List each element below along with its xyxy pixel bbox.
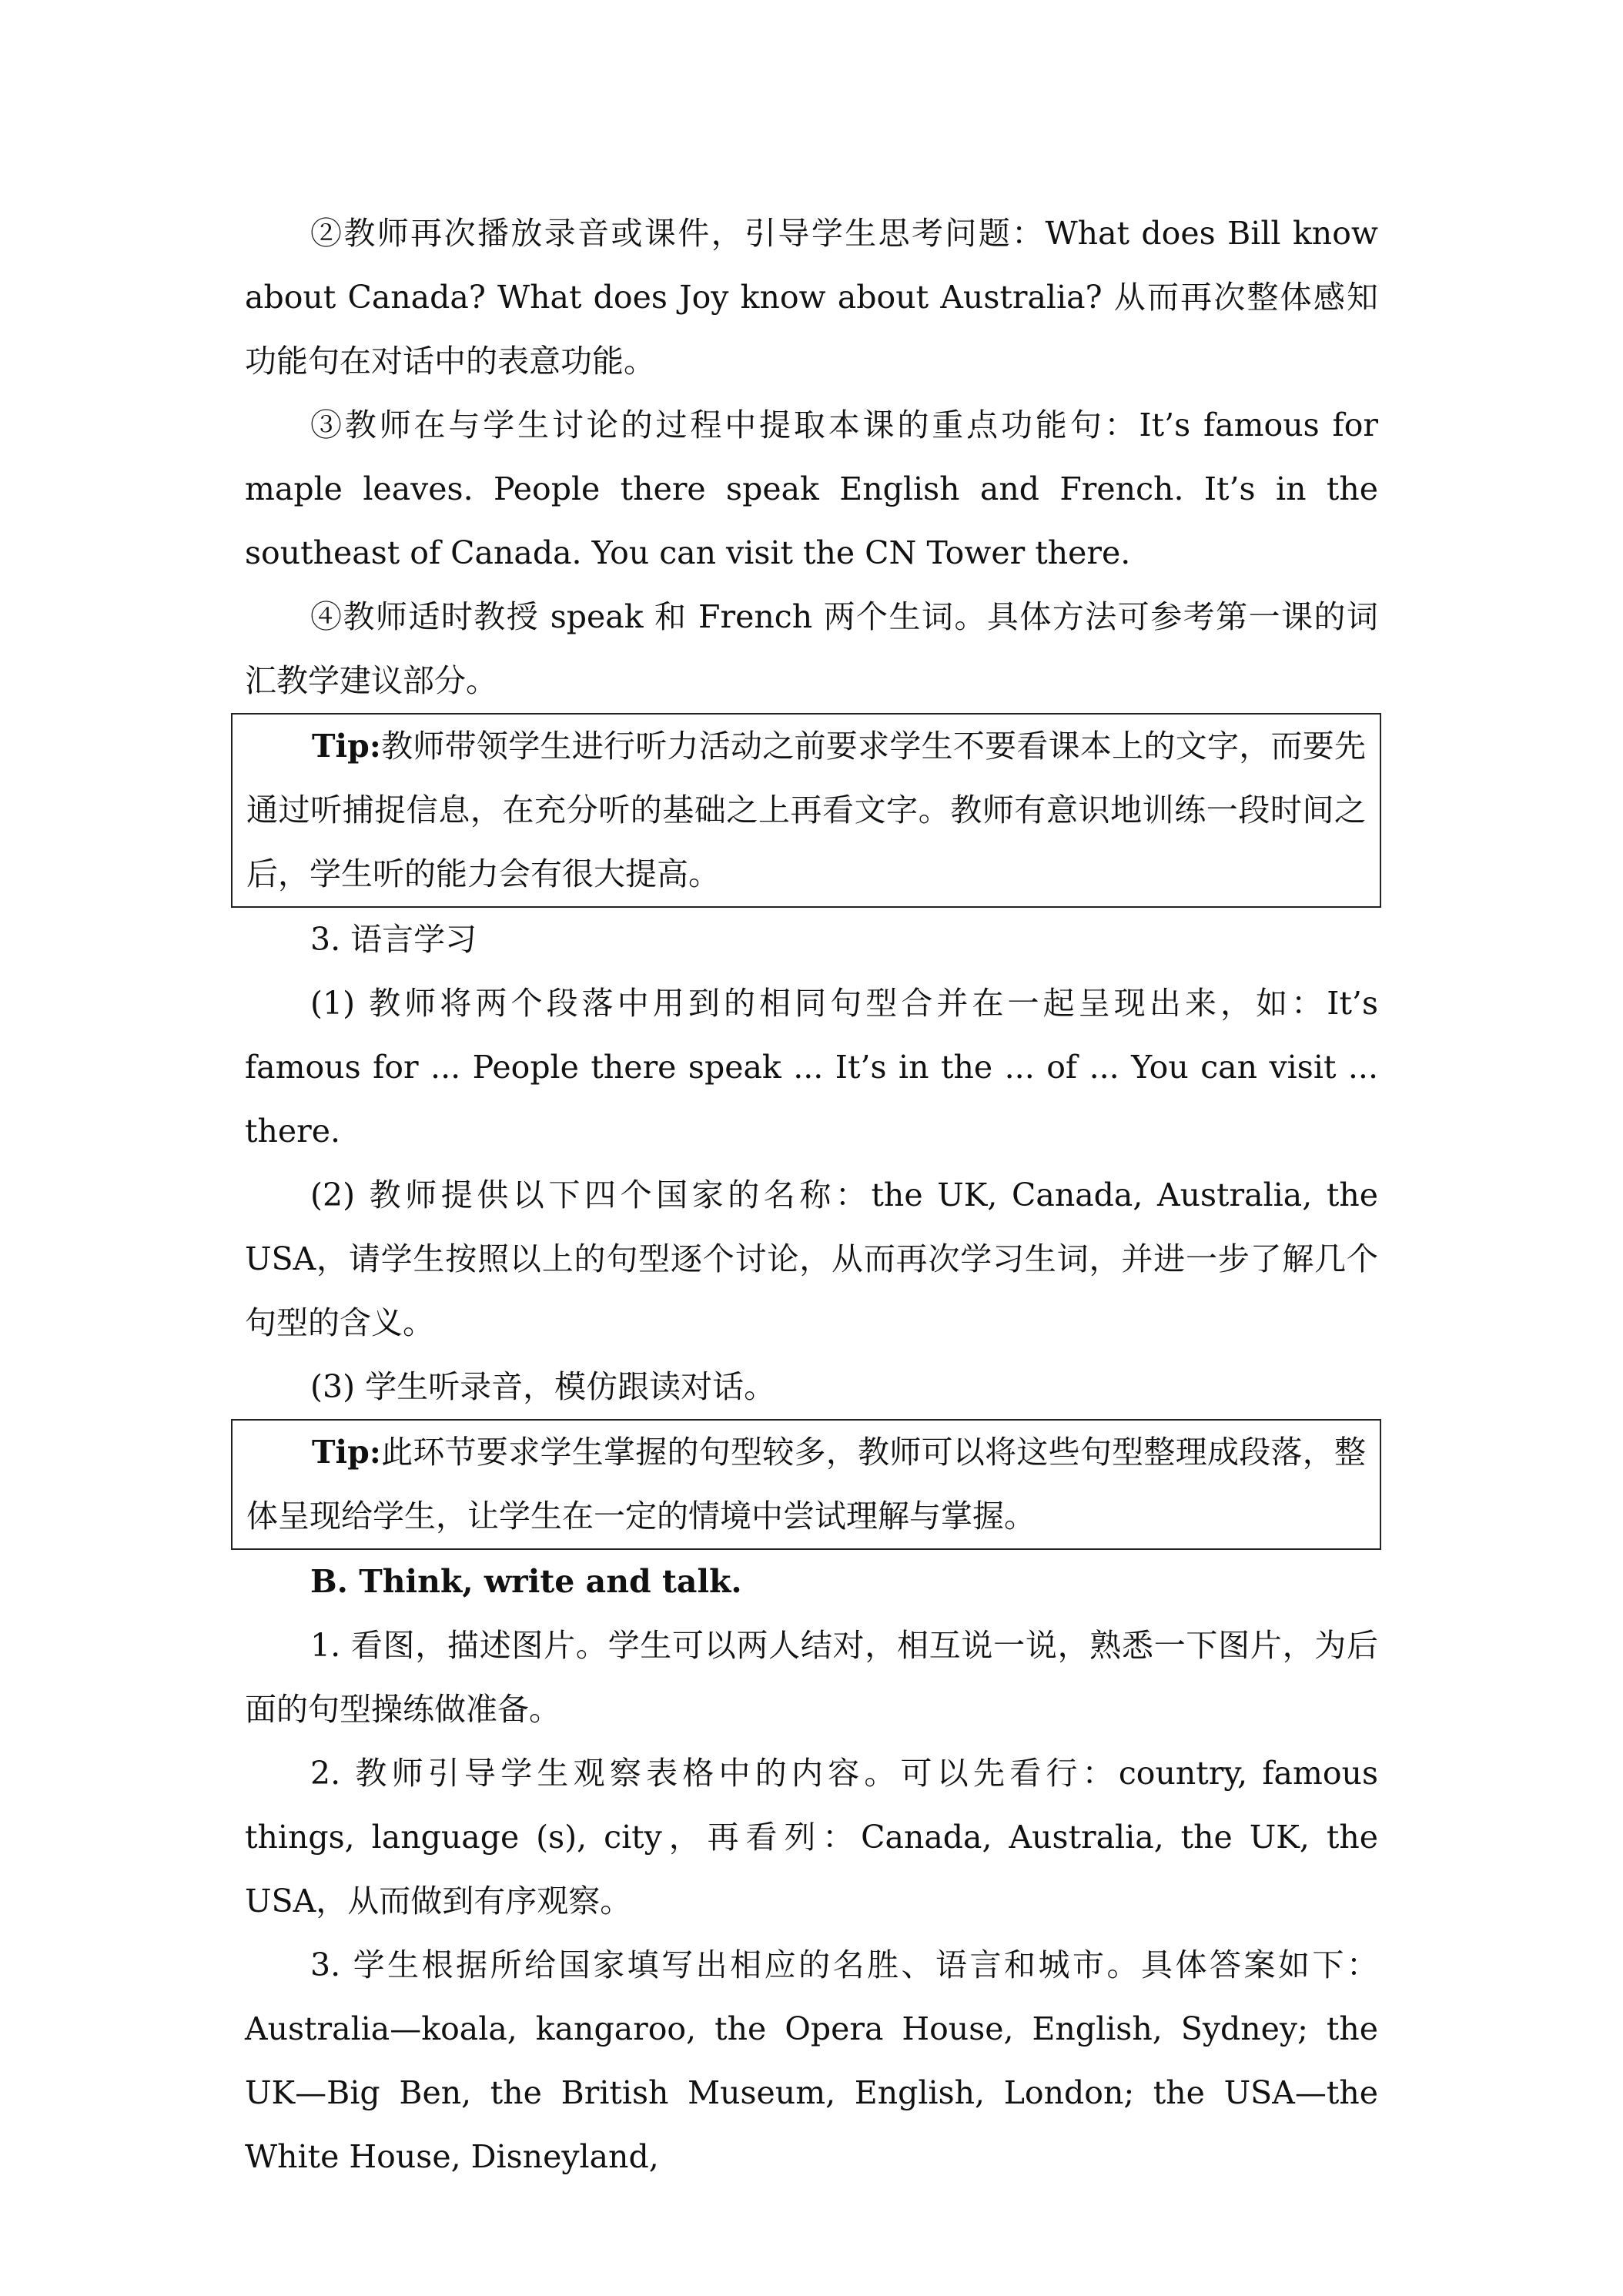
language-item-3: (3) 学生听录音，模仿跟读对话。 <box>310 1368 776 1405</box>
paragraph-step-2: ②教师再次播放录音或课件，引导学生思考问题：What does Bill know about Canada? What does Joy know about Australia? 从而再次整体感知功能句在对话中的表意功能。 <box>245 215 1378 380</box>
tip-label: Tip: <box>312 1434 381 1471</box>
paragraph-step-4: ④教师适时教授 speak 和 French 两个生词。具体方法可参考第一课的词汇教学建议部分。 <box>245 598 1378 699</box>
tip-paragraph <box>246 1421 1366 1548</box>
language-item-2: (2) 教师提供以下四个国家的名称：the UK, Canada, Australia, the USA，请学生按照以上的句型逐个讨论，从而再次学习生词，并进一步了解几个句型的含义。 <box>245 1176 1378 1341</box>
tip-text: 此环节要求学生掌握的句型较多，教师可以将这些句型整理成段落，整体呈现给学生，让学生在一定的情境中尝试理解与掌握。 <box>246 1434 1366 1535</box>
language-item-1: (1) 教师将两个段落中用到的相同句型合并在一起呈现出来，如：It’s famous for ... People there speak ... It’s in the ... of ... You can visit ... there. <box>245 985 1378 1150</box>
tip-text: 教师带领学生进行听力活动之前要求学生不要看课本上的文字，而要先通过听捕捉信息，在充分听的基础之上再看文字。教师有意识地训练一段时间之后，学生听的能力会有很大提高。 <box>246 728 1366 892</box>
think-item-3: 3. 学生根据所给国家填写出相应的名胜、语言和城市。具体答案如下：Australia—koala, kangaroo, the Opera House, English, Sydney; the UK—Big Ben, the British Museum, English, London; the USA—the White House, Disneyland, <box>245 1946 1378 2175</box>
document-body <box>245 202 1378 2189</box>
think-item-1: 1. 看图，描述图片。学生可以两人结对，相互说一说，熟悉一下图片，为后面的句型操练做准备。 <box>245 1627 1378 1728</box>
section-heading-think-write-talk: B. Think, write and talk. <box>310 1563 742 1600</box>
tip-box-sentence-patterns <box>231 1419 1381 1550</box>
think-item-2: 2. 教师引导学生观察表格中的内容。可以先看行：country, famous things, language (s), city，再看列：Canada, Australia, the UK, the USA，从而做到有序观察。 <box>245 1755 1378 1919</box>
paragraph-step-3: ③教师在与学生讨论的过程中提取本课的重点功能句：It’s famous for maple leaves. People there speak English and French. It’s in the southeast of Canada. You can visit the CN Tower there. <box>245 407 1378 571</box>
tip-label: Tip: <box>312 728 381 765</box>
section-heading-language-learning: 3. 语言学习 <box>310 921 477 958</box>
tip-box-listening <box>231 713 1381 908</box>
tip-paragraph <box>246 715 1366 906</box>
